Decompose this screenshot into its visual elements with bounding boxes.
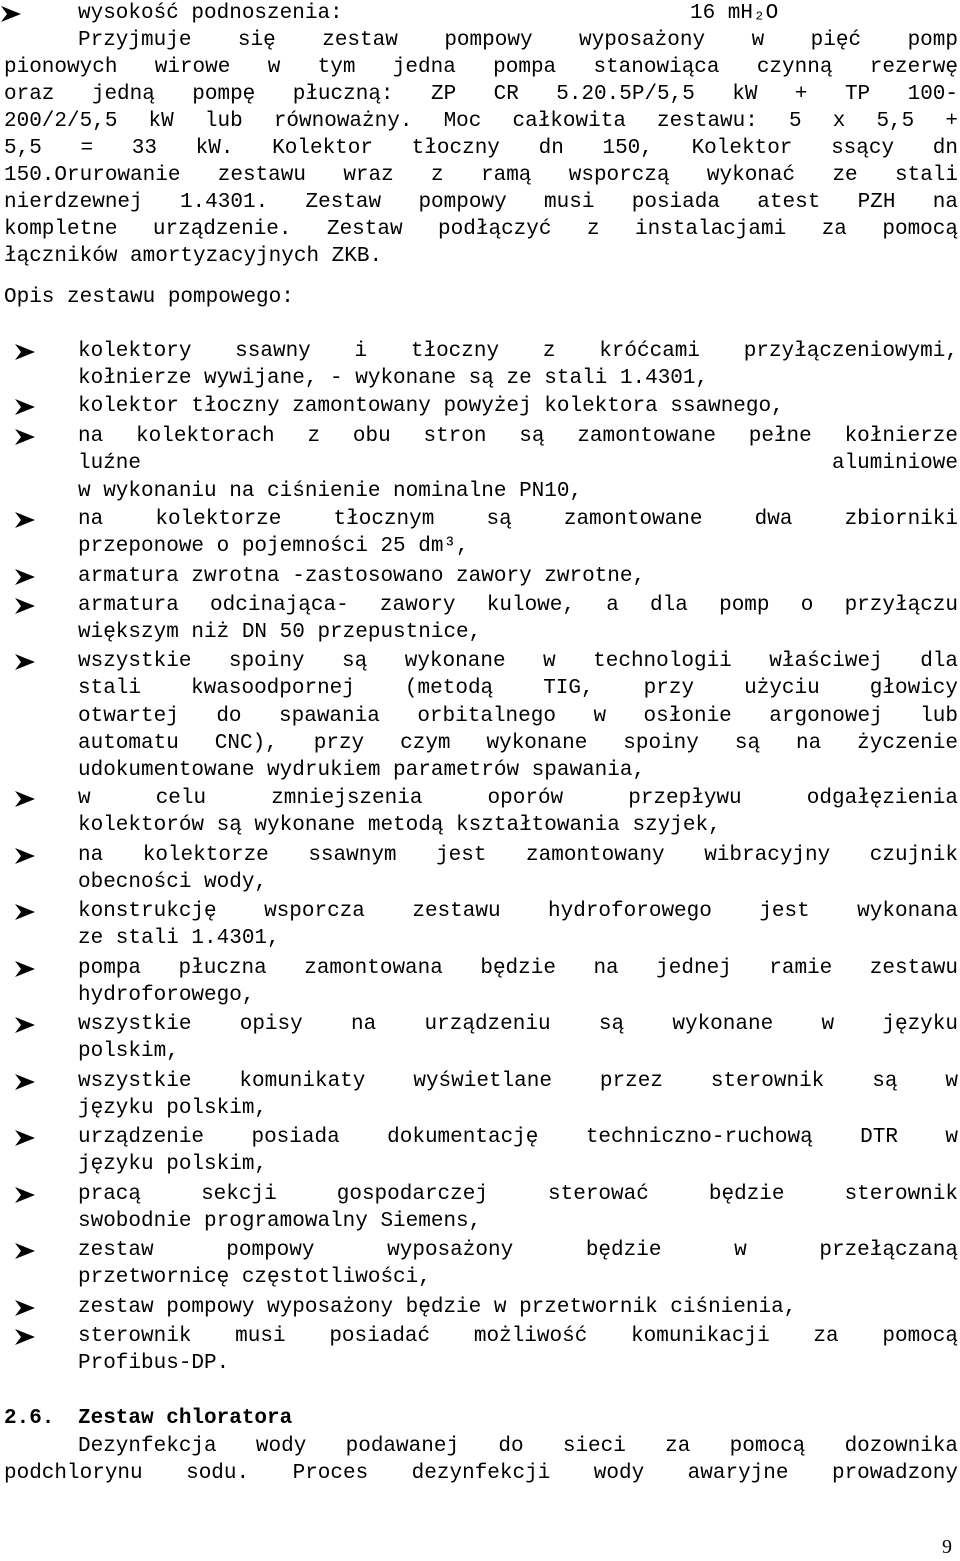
list-item-line: wszystkie komunikaty wyświetlane przez sterownik są w xyxy=(78,1070,958,1093)
list-item-line: urządzenie posiada dokumentację techniczno-ruchową DTR w xyxy=(78,1126,958,1149)
section-title: Zestaw chloratora xyxy=(78,1407,293,1430)
list-item-line: wszystkie opisy na urządzeniu są wykonane w języku xyxy=(78,1013,958,1036)
list-item-line: przeponowe o pojemności 25 dm³, xyxy=(78,535,469,559)
list-item-line: automatu CNC), przy czym wykonane spoiny są na życzenie xyxy=(78,731,958,755)
arrow-bullet-icon xyxy=(14,427,36,447)
list-item xyxy=(78,506,958,561)
list-item-line: pracą sekcji gospodarczej sterować będzie sterownik xyxy=(78,1183,958,1206)
arrow-bullet-icon xyxy=(14,789,36,809)
list-item-line: pompa płuczna zamontowana będzie na jednej ramie zestawu xyxy=(78,957,958,980)
list-item-line: zestaw pompowy wyposażony będzie w przetwornik ciśnienia, xyxy=(78,1296,797,1319)
list-item-line: na kolektorze tłocznym są zamontowane dwa zbiorniki xyxy=(78,508,958,531)
list-item xyxy=(78,1181,958,1236)
list-item-line: armatura zwrotna -zastosowano zawory zwrotne, xyxy=(78,565,646,588)
list-item xyxy=(78,955,958,1010)
list-item xyxy=(78,423,958,505)
list-item-line: obecności wody, xyxy=(78,871,268,895)
list-item xyxy=(78,338,958,393)
height-value: 16 mH₂O xyxy=(690,2,779,25)
section-number: 2.6. xyxy=(4,1407,55,1430)
arrow-bullet-icon xyxy=(14,1015,36,1035)
arrow-bullet-icon xyxy=(14,342,36,362)
arrow-bullet-icon xyxy=(14,596,36,616)
list-item-line: ze stali 1.4301, xyxy=(78,927,280,951)
arrow-bullet-icon xyxy=(14,397,36,417)
arrow-bullet-icon xyxy=(14,1327,36,1347)
paragraph-line: 200/2/5,5 kW lub równoważny. Moc całkowita zestawu: 5 x 5,5 + xyxy=(4,110,958,133)
list-item-line: kolektor tłoczny zamontowany powyżej kolektora ssawnego, xyxy=(78,395,784,418)
list-item-line: kolektorów są wykonane metodą kształtowania szyjek, xyxy=(78,814,721,838)
height-label: wysokość podnoszenia: xyxy=(78,2,343,25)
page-number: 9 xyxy=(942,1536,952,1558)
list-item-line: w celu zmniejszenia oporów przepływu odgałęzienia xyxy=(78,787,958,810)
list-item xyxy=(78,563,958,590)
arrow-bullet-icon xyxy=(14,510,36,530)
list-item xyxy=(78,1011,958,1066)
list-item-line: języku polskim, xyxy=(78,1153,268,1177)
paragraph-line: 150.Orurowanie zestawu wraz z ramą wsporczą wykonać ze stali xyxy=(4,164,958,187)
arrow-bullet-icon xyxy=(14,846,36,866)
list-item-line: kolektory ssawny i tłoczny z króćcami przyłączeniowymi, xyxy=(78,340,958,363)
list-item-line: hydroforowego, xyxy=(78,984,255,1008)
list-item xyxy=(78,842,958,897)
list-item-line: Profibus-DP. xyxy=(78,1352,230,1376)
list-item-line: zestaw pompowy wyposażony będzie w przełączaną xyxy=(78,1239,958,1262)
list-item-line: kołnierze wywijane, - wykonane są ze stali 1.4301, xyxy=(78,367,709,391)
list-item-line: konstrukcję wsporcza zestawu hydroforowego jest wykonana xyxy=(78,900,958,923)
list-item-line: przetwornicę częstotliwości, xyxy=(78,1266,431,1290)
paragraph-line: łączników amortyzacyjnych ZKB. xyxy=(4,245,383,268)
paragraph-line: kompletne urządzenie. Zestaw podłączyć z instalacjami za pomocą xyxy=(4,218,958,241)
list-item-line: swobodnie programowalny Siemens, xyxy=(78,1210,482,1234)
description-heading: Opis zestawu pompowego: xyxy=(4,286,294,309)
pump-set-paragraph xyxy=(4,27,958,270)
list-item-line: języku polskim, xyxy=(78,1097,268,1121)
list-item xyxy=(78,785,958,840)
arrow-bullet-icon xyxy=(14,567,36,587)
arrow-bullet-icon xyxy=(14,1128,36,1148)
list-item xyxy=(78,648,958,784)
list-item-line: armatura odcinająca- zawory kulowe, a dla pomp o przyłączu xyxy=(78,594,958,617)
section-heading xyxy=(4,1405,292,1432)
list-item-line: luźne aluminiowe xyxy=(78,452,958,476)
arrow-bullet-icon xyxy=(14,652,36,672)
list-item xyxy=(78,1068,958,1123)
list-item-line: otwartej do spawania orbitalnego w osłonie argonowej lub xyxy=(78,704,958,728)
arrow-bullet-icon xyxy=(14,1298,36,1318)
paragraph-line: Przyjmuje się zestaw pompowy wyposażony w pięć pomp xyxy=(78,29,958,52)
arrow-bullet-icon xyxy=(0,4,22,24)
list-item-line: sterownik musi posiadać możliwość komunikacji za pomocą xyxy=(78,1325,958,1348)
list-item-line: na kolektorze ssawnym jest zamontowany wibracyjny czujnik xyxy=(78,844,958,867)
list-item xyxy=(78,1237,958,1292)
section-paragraph xyxy=(4,1433,958,1487)
list-item-line: w wykonaniu na ciśnienie nominalne PN10, xyxy=(78,479,583,503)
paragraph-line: Dezynfekcja wody podawanej do sieci za pomocą dozownika xyxy=(78,1435,958,1458)
list-item-line: udokumentowane wydrukiem parametrów spawania, xyxy=(78,759,646,783)
list-item xyxy=(78,1294,958,1321)
paragraph-line: nierdzewnej 1.4301. Zestaw pompowy musi posiada atest PZH na xyxy=(4,191,958,214)
arrow-bullet-icon xyxy=(14,959,36,979)
list-item-line: polskim, xyxy=(78,1040,179,1064)
list-item xyxy=(78,393,958,420)
paragraph-line: pionowych wirowe w tym jedna pompa stanowiąca czynną rezerwę xyxy=(4,56,958,79)
paragraph-line: podchlorynu sodu. Proces dezynfekcji wody awaryjne prowadzony xyxy=(4,1462,958,1485)
arrow-bullet-icon xyxy=(14,1185,36,1205)
list-item-line: na kolektorach z obu stron są zamontowane pełne kołnierze xyxy=(78,425,958,448)
list-item-line: większym niż DN 50 przepustnice, xyxy=(78,621,482,645)
list-item xyxy=(78,1323,958,1378)
list-item-line: stali kwasoodpornej (metodą TIG, przy użyciu głowicy xyxy=(78,677,958,701)
paragraph-line: 5,5 = 33 kW. Kolektor tłoczny dn 150, Kolektor ssący dn xyxy=(4,137,958,160)
list-item xyxy=(78,1124,958,1179)
list-item-line: wszystkie spoiny są wykonane w technologii właściwej dla xyxy=(78,650,958,673)
arrow-bullet-icon xyxy=(14,902,36,922)
arrow-bullet-icon xyxy=(14,1072,36,1092)
list-item xyxy=(78,592,958,647)
paragraph-line: oraz jedną pompę płuczną: ZP CR 5.20.5P/5,5 kW + TP 100- xyxy=(4,83,958,106)
arrow-bullet-icon xyxy=(14,1241,36,1261)
list-item xyxy=(78,898,958,953)
